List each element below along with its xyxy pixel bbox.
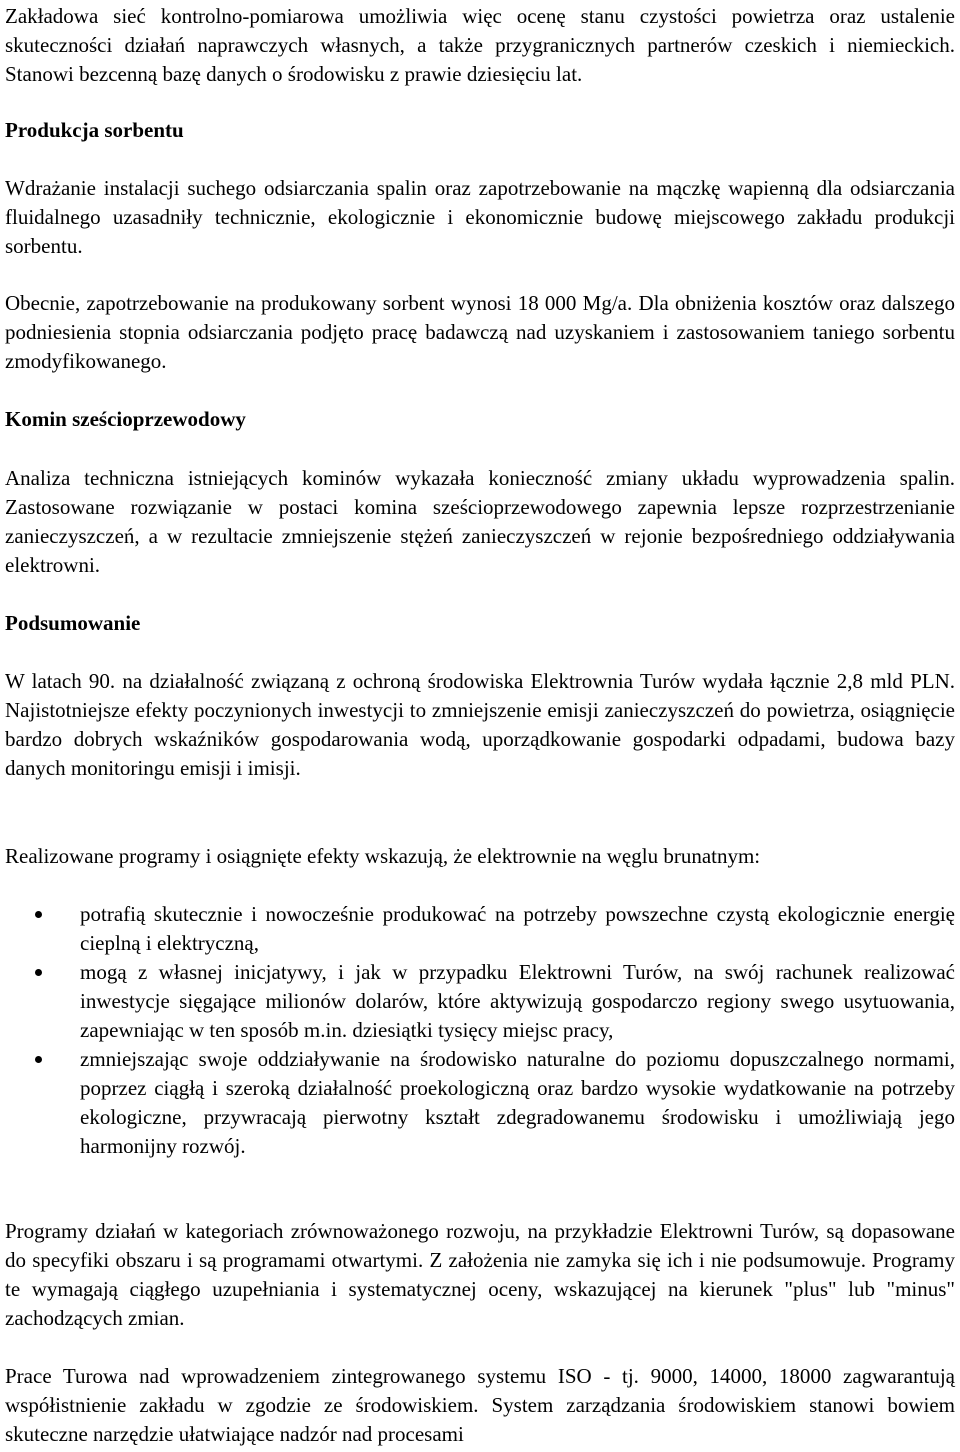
list-item-text: zmniejszając swoje oddziaływanie na środowisko naturalne do poziomu dopuszczalnego normami, poprzez ciągłą i szeroką działalność proekologiczną oraz bardzo wysokie wydatkowanie na potrzeby ekologiczne, przywracają pierwotny kształt zdegradowanemu środowisku i umożliwiają jego harmonijny rozwój. bbox=[80, 1047, 955, 1158]
list-item-text: potrafią skutecznie i nowocześnie produkować na potrzeby powszechne czystą ekologicznie energię cieplną i elektryczną, bbox=[80, 902, 955, 955]
bullet-icon bbox=[35, 969, 42, 976]
sorbent-paragraph-2: Obecnie, zapotrzebowanie na produkowany sorbent wynosi 18 000 Mg/a. Dla obniżenia kosztów oraz dalszego podniesienia stopnia odsiarczania podjęto pracę badawczą nad uzyskaniem i zastosowaniem taniego sorbentu zmodyfikowanego. bbox=[5, 291, 955, 373]
bullet-icon bbox=[35, 1056, 42, 1063]
summary-paragraph-4: Prace Turowa nad wprowadzeniem zintegrowanego systemu ISO - tj. 9000, 14000, 18000 zagwarantują współistnienie zakładu w zgodzie ze środowiskiem. System zarządzania środowiskiem stanowi bowiem skuteczne narzędzie ułatwiające nadzór nad procesami bbox=[5, 1364, 955, 1446]
summary-paragraph-2: Realizowane programy i osiągnięte efekty wskazują, że elektrownie na węglu brunatnym: bbox=[5, 844, 761, 868]
komin-paragraph-1: Analiza techniczna istniejących kominów wykazała konieczność zmiany układu wyprowadzenia spalin. Zastosowane rozwiązanie w postaci komina sześcioprzewodowego zapewnia lepsze rozprzestrzenianie zanieczyszczeń, a w rezultacie zmniejszenie stężeń zanieczyszczeń w rejonie bezpośredniego oddziaływania elektrowni. bbox=[5, 466, 955, 577]
summary-paragraph-3: Programy działań w kategoriach zrównoważonego rozwoju, na przykładzie Elektrowni Turów, są dopasowane do specyfiki obszaru i są programami otwartymi. Z założenia nie zamyka się ich i nie podsumowuje. Programy te wymagają ciągłego uzupełniania i systematycznej oceny, wskazującej na kierunek "plus" lub "minus" zachodzących zmian. bbox=[5, 1219, 955, 1330]
summary-paragraph-1: W latach 90. na działalność związaną z ochroną środowiska Elektrownia Turów wydała łącznie 2,8 mld PLN. Najistotniejsze efekty poczynionych inwestycji to zmniejszenie emisji zanieczyszczeń do powietrza, osiągnięcie bardzo dobrych wskaźników gospodarowania wodą, uporządkowanie gospodarki odpadami, budowa bazy danych monitoringu emisji i imisji. bbox=[5, 669, 955, 780]
effects-list bbox=[5, 900, 955, 1161]
list-item bbox=[5, 1045, 955, 1161]
list-item bbox=[5, 958, 955, 1045]
heading-komin: Komin sześcioprzewodowy bbox=[5, 407, 246, 431]
intro-paragraph: Zakładowa sieć kontrolno-pomiarowa umożliwia więc ocenę stanu czystości powietrza oraz ustalenie skuteczności działań naprawczych własnych, a także przygranicznych partnerów czeskich i niemieckich. Stanowi bezcenną bazę danych o środowisku z prawie dziesięciu lat. bbox=[5, 4, 955, 86]
list-item bbox=[5, 900, 955, 958]
list-item-text: mogą z własnej inicjatywy, i jak w przypadku Elektrowni Turów, na swój rachunek realizować inwestycje sięgające milionów dolarów, które aktywizują gospodarczo regiony swego usytuowania, zapewniając w ten sposób m.in. dziesiątki tysięcy miejsc pracy, bbox=[80, 960, 955, 1042]
bullet-icon bbox=[35, 911, 42, 918]
heading-produkcja-sorbentu: Produkcja sorbentu bbox=[5, 118, 184, 142]
heading-podsumowanie: Podsumowanie bbox=[5, 611, 141, 635]
sorbent-paragraph-1: Wdrażanie instalacji suchego odsiarczania spalin oraz zapotrzebowanie na mączkę wapienną dla odsiarczania fluidalnego uzasadniły technicznie, ekologicznie i ekonomicznie budowę miejscowego zakładu produkcji sorbentu. bbox=[5, 176, 955, 258]
